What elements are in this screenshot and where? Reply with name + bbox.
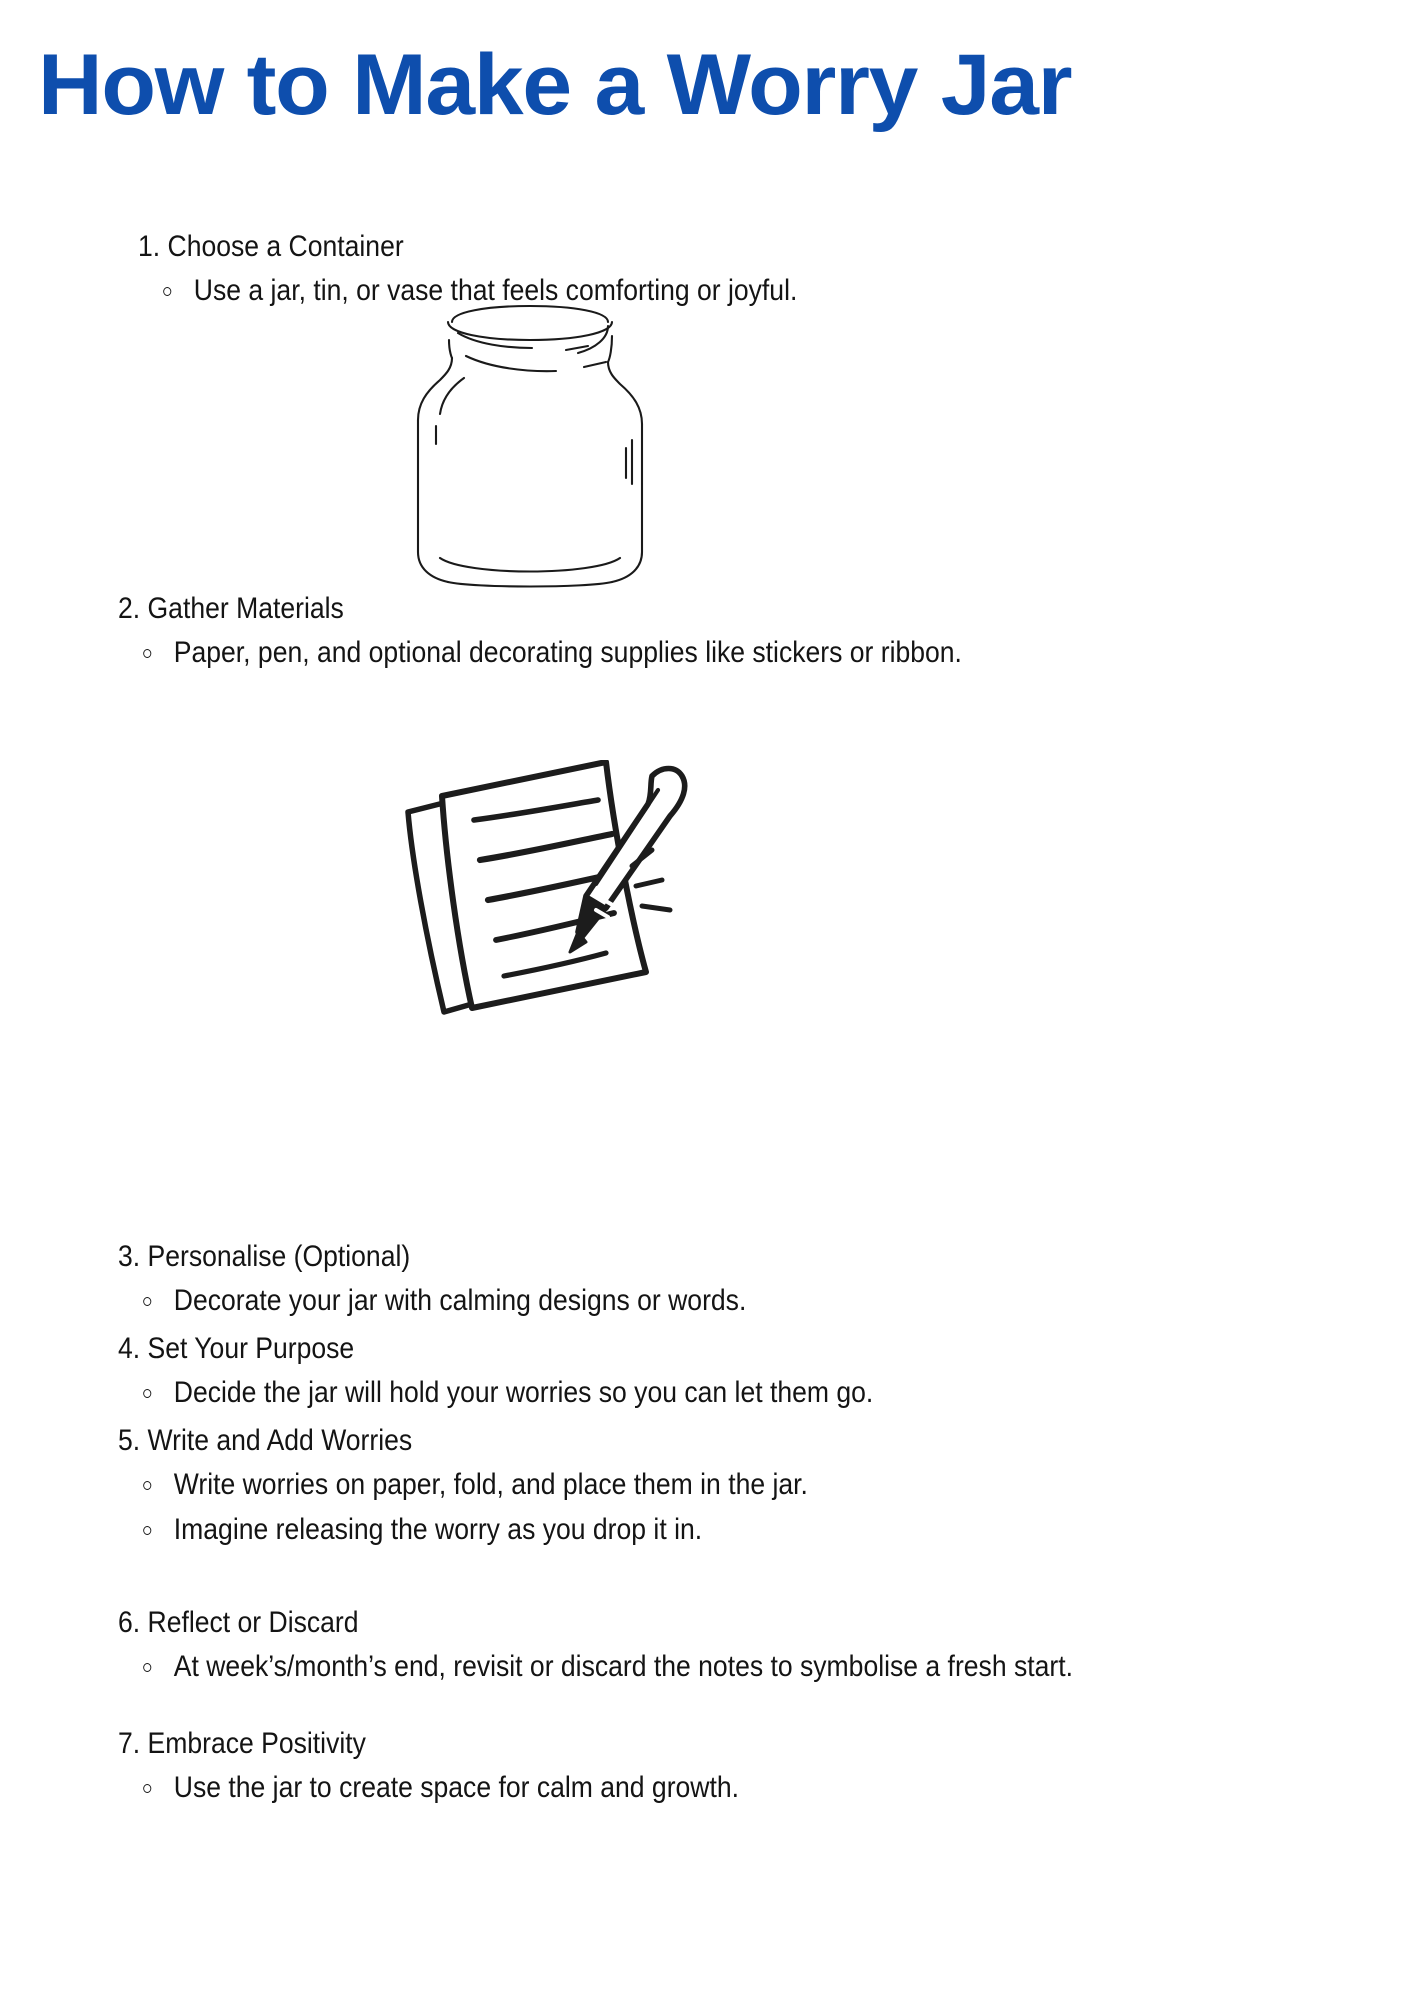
step-1-bullet-1-text: Use a jar, tin, or vase that feels comforting or joyful. [193, 274, 798, 308]
step-4-bullet-1-text: Decide the jar will hold your worries so you can let them go. [173, 1376, 874, 1410]
step-1-number: 1. [138, 230, 161, 263]
list-item [118, 1511, 1099, 1549]
step-5-number: 5. [118, 1424, 141, 1457]
step-7-number: 7. [118, 1727, 141, 1760]
step-2-number: 2. [118, 592, 141, 625]
step-6-label: Reflect or Discard [147, 1606, 359, 1639]
step-3-label: Personalise (Optional) [147, 1240, 411, 1273]
step-1-label: Choose a Container [167, 230, 404, 263]
step-6 [118, 1604, 1099, 1687]
step-3-title [118, 1238, 1099, 1276]
step-3-bullet-1-text: Decorate your jar with calming designs or words. [173, 1284, 747, 1318]
step-2-bullets [118, 634, 1099, 672]
list-item [118, 1374, 1099, 1412]
step-7-bullet-1-text: Use the jar to create space for calm and growth. [173, 1771, 740, 1805]
step-7 [118, 1725, 1099, 1808]
list-item [118, 1466, 1099, 1504]
step-4-label: Set Your Purpose [147, 1332, 355, 1365]
step-7-title [118, 1725, 1099, 1763]
step-4-bullets [118, 1374, 1099, 1412]
step-3 [118, 1238, 1099, 1321]
step-2 [118, 590, 1099, 673]
step-6-bullets [118, 1648, 1099, 1686]
step-5-bullets [118, 1466, 1099, 1549]
page-title: How to Make a Worry Jar [38, 37, 1072, 133]
step-2-bullet-1-text: Paper, pen, and optional decorating supplies like stickers or ribbon. [173, 636, 962, 670]
step-3-bullets [118, 1282, 1099, 1320]
step-1 [138, 228, 1092, 311]
step-3-number: 3. [118, 1240, 141, 1273]
step-6-number: 6. [118, 1606, 141, 1639]
step-5-bullet-2-text: Imagine releasing the worry as you drop it in. [173, 1512, 703, 1546]
step-6-bullet-1-text: At week’s/month’s end, revisit or discard the notes to symbolise a fresh start. [173, 1650, 1073, 1684]
step-1-title [138, 228, 1092, 266]
step-4-title [118, 1330, 1099, 1368]
step-2-label: Gather Materials [147, 592, 344, 625]
step-7-label: Embrace Positivity [147, 1727, 366, 1760]
list-item [118, 1769, 1099, 1807]
step-5-bullet-1-text: Write worries on paper, fold, and place them in the jar. [173, 1468, 808, 1502]
list-item [118, 634, 1074, 672]
step-2-title [118, 590, 1099, 628]
step-5-title [118, 1422, 1099, 1460]
step-5 [118, 1422, 1099, 1549]
step-4 [118, 1330, 1099, 1413]
jar-illustration [396, 300, 666, 600]
list-item [118, 1282, 1099, 1320]
step-7-bullets [118, 1769, 1099, 1807]
list-item [118, 1648, 1074, 1686]
paper-pen-illustration [400, 760, 700, 1030]
step-6-title [118, 1604, 1099, 1642]
step-5-label: Write and Add Worries [147, 1424, 413, 1457]
step-4-number: 4. [118, 1332, 141, 1365]
